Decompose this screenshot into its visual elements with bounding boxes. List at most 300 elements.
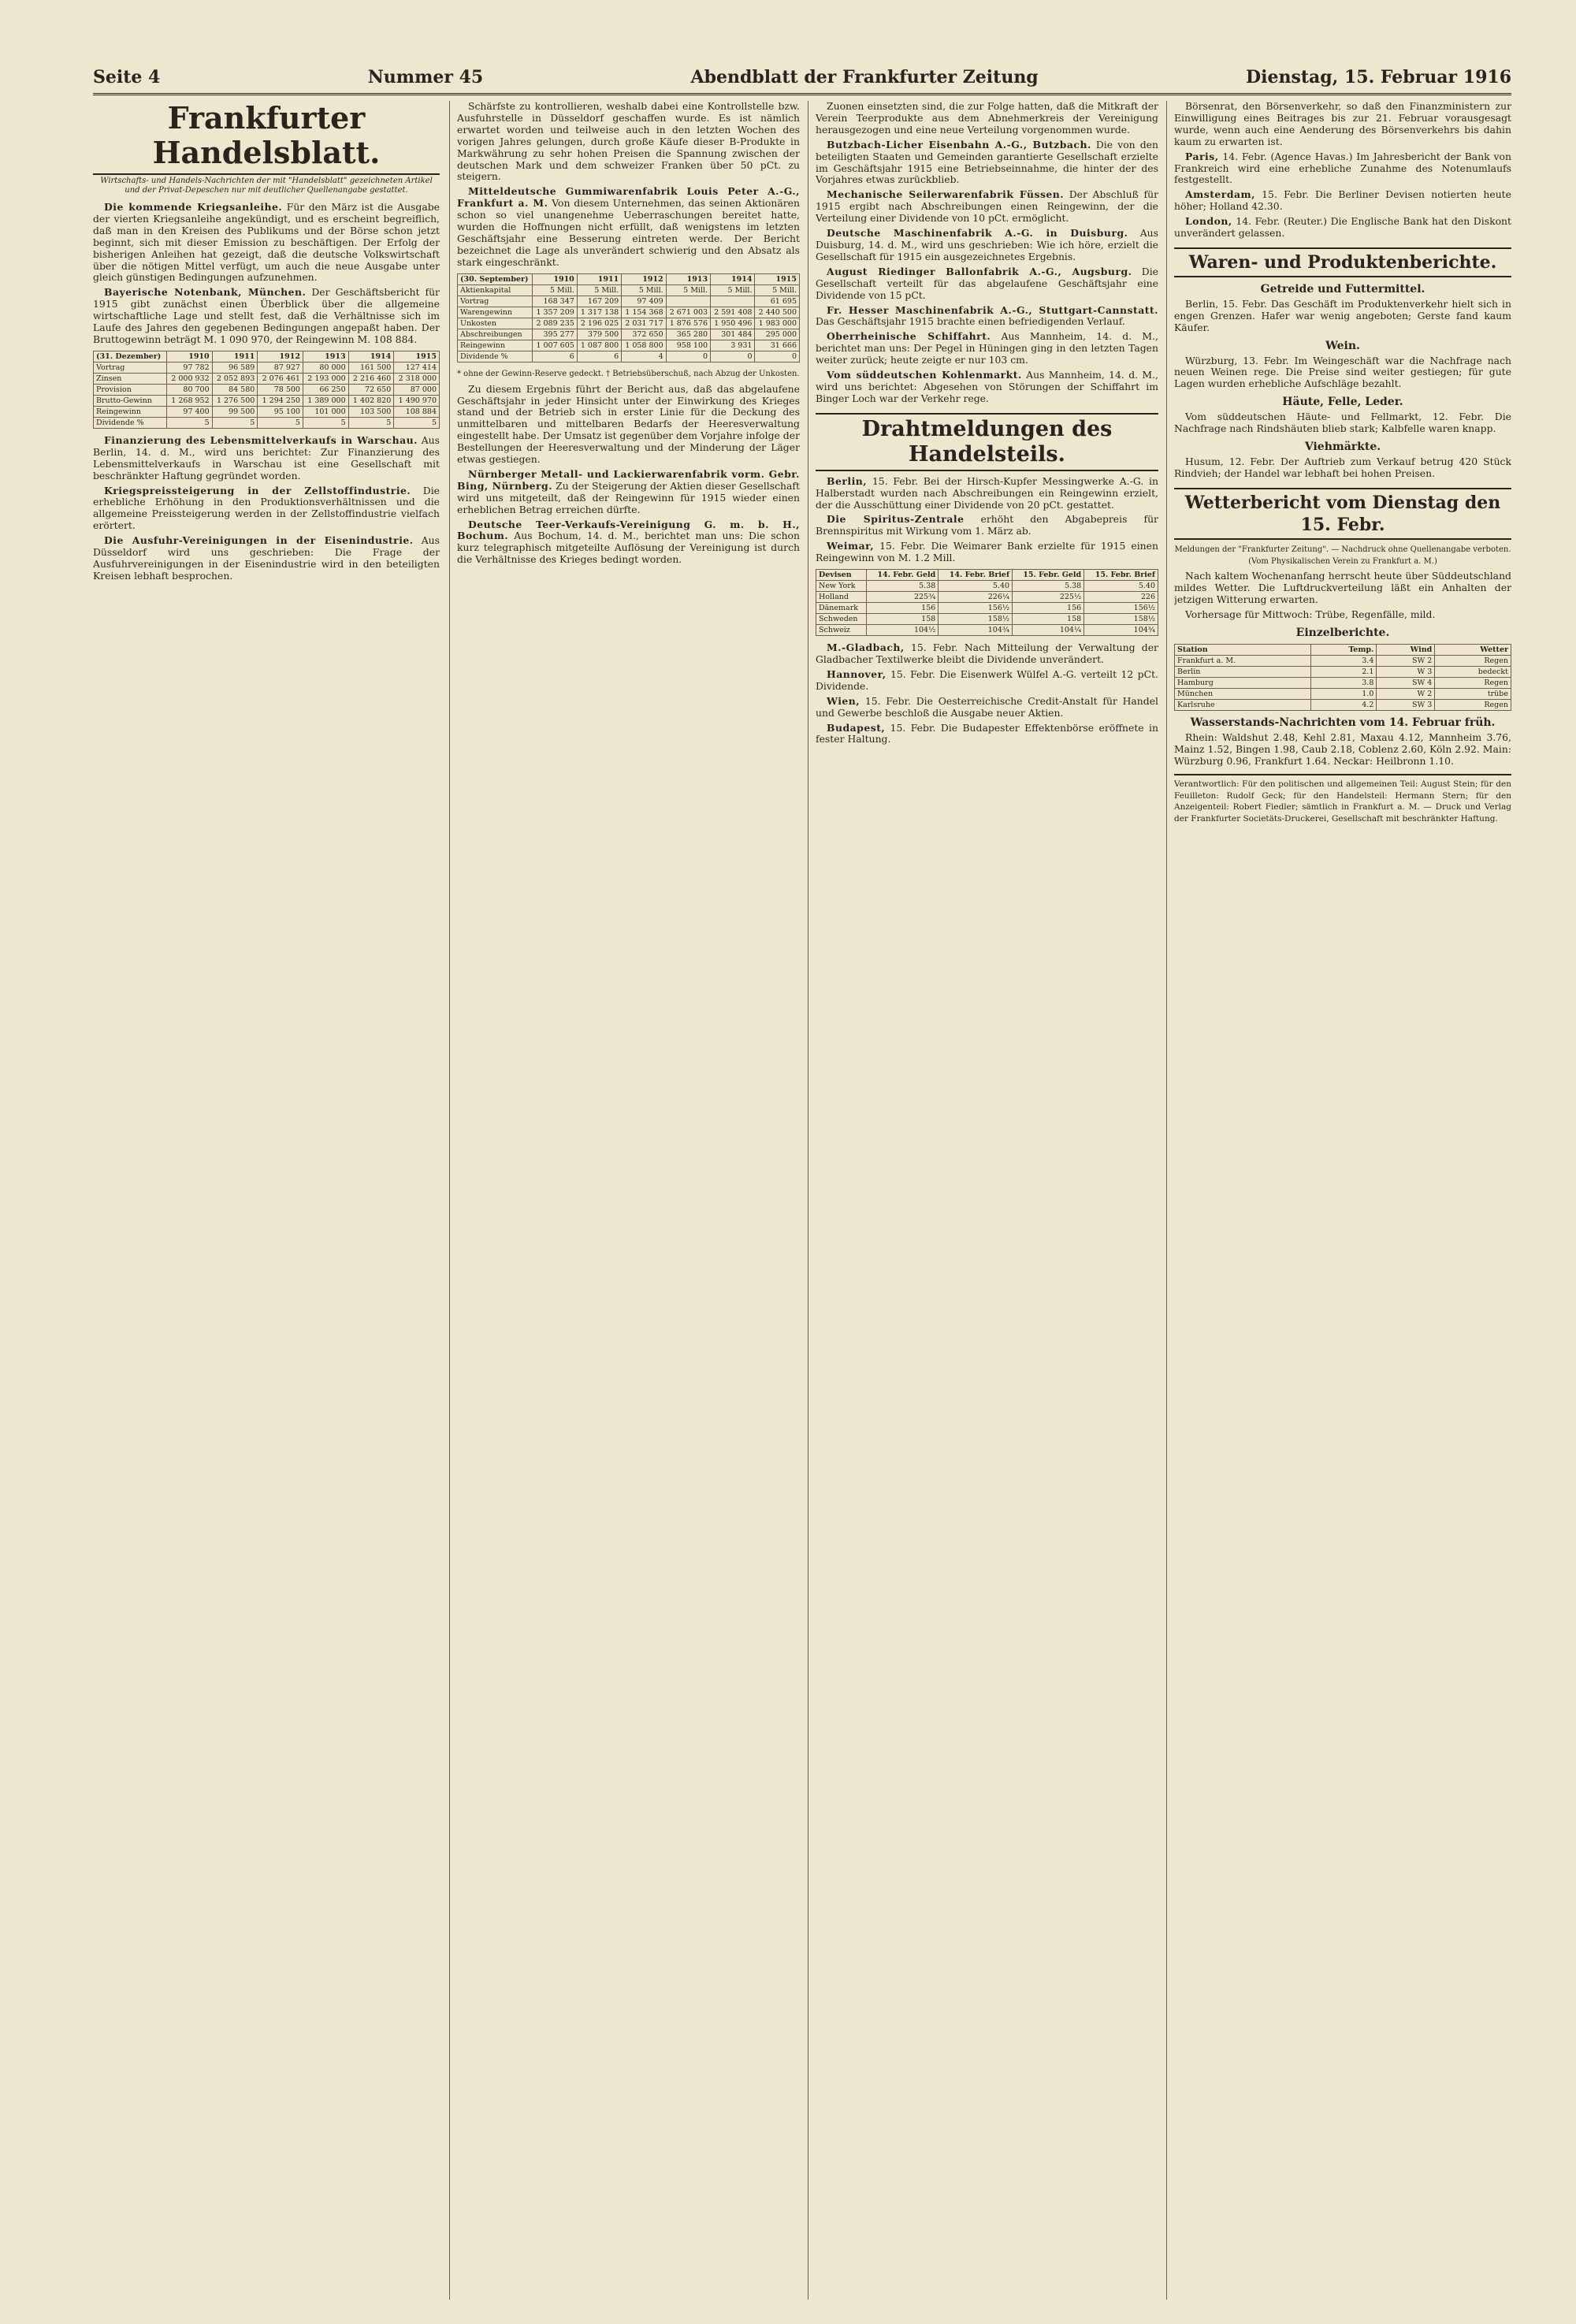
article — [816, 189, 1158, 225]
table-cell: 6 — [577, 351, 621, 362]
table-cell: 2 216 460 — [348, 373, 394, 384]
article-text: 14. Febr. (Agence Havas.) Im Jahresbericht der Bank von Frankreich wird eine erhebliche Zunahme des Notenumlaufs festgestellt. — [1174, 150, 1511, 186]
table-cell: 5.40 — [939, 581, 1013, 592]
table-row — [458, 318, 800, 329]
article-heading: Die Ausfuhr-Vereinigungen in der Eisenindustrie. — [104, 534, 414, 547]
article-heading: Deutsche Teer-Verkaufs-Vereinigung G. m. b. H., Bochum. — [457, 518, 800, 542]
table-cell: 1 276 500 — [212, 395, 258, 406]
table-cell: 1 950 496 — [711, 318, 755, 329]
section-masthead: Frankfurter Handelsblatt. — [93, 101, 440, 175]
table-cell: 2 591 408 — [711, 307, 755, 318]
table-cell: Warengewinn — [458, 307, 533, 318]
table-cell: 2 318 000 — [394, 373, 440, 384]
table-cell: 78 500 — [258, 384, 303, 395]
article-heading: Oberrheinische Schiffahrt. — [827, 330, 991, 343]
table-cell: 0 — [711, 351, 755, 362]
table-row — [458, 296, 800, 307]
telegram-text: 15. Febr. Die Eisenwerk Wülfel A.-G. verteilt 12 pCt. Dividende. — [816, 667, 1158, 692]
table-cell: Holland — [816, 592, 867, 603]
article-heading: Nürnberger Metall- und Lackierwarenfabrik vorm. Gebr. Bing, Nürnberg. — [457, 467, 800, 492]
table-row — [458, 329, 800, 340]
table-cell: Vortrag — [94, 362, 167, 373]
article — [457, 384, 800, 466]
table-row — [816, 625, 1158, 636]
table-cell: 95 100 — [258, 406, 303, 417]
table-cell: W 3 — [1377, 667, 1435, 678]
telegram-text: 15. Febr. Die Budapester Effektenbörse eröffnete in fester Haltung. — [816, 721, 1158, 746]
telegram-place: Berlin, — [827, 474, 868, 487]
article-text: Börsenrat, den Börsenverkehr, so daß den Finanzministern zur Einwilligung eines Beitrages bis zur 21. Februar vorausgesagt wurde, wenn auch eine Aenderung des Börsenverkehrs bis dahin kaum zu erwarten ist. — [1174, 101, 1511, 147]
table-cell: trübe — [1435, 689, 1511, 700]
table-cell: 3.4 — [1311, 656, 1377, 667]
table-cell: Frankfurt a. M. — [1175, 656, 1311, 667]
table-cell: Dividende % — [458, 351, 533, 362]
table-cell: 372 650 — [622, 329, 666, 340]
table-cell: 226 — [1084, 592, 1158, 603]
article-text: Zu der Steigerung der Aktien dieser Gesellschaft wird uns mitgeteilt, daß der Reingewinn für 1915 wieder einen erheblichen Betrag erreichen dürfte. — [457, 479, 800, 515]
article — [93, 287, 440, 346]
article-text: Von diesem Unternehmen, das seinen Aktionären schon so viel unangenehme Ueberraschungen bereitet hatte, wurden die Hoffnungen nicht erfüllt, daß wenigstens im letzten Geschäftsjahr eine Besserung eintreten werde. Der Bericht bezeichnet die Lage als unverändert schwierig und den Absatz als stark eingeschränkt. — [457, 197, 800, 268]
table-cell: 2 000 932 — [167, 373, 213, 384]
table-cell: 5 — [303, 417, 348, 428]
table-header: 15. Febr. Brief — [1084, 570, 1158, 581]
article — [816, 101, 1158, 136]
column-rule — [1166, 101, 1167, 2300]
article-text: Für den März ist die Ausgabe der vierten Kriegsanleihe angekündigt, und es erscheint begreiflich, daß man in den Kreisen des Publikums und der Börse schon jetzt beginnt, sich mit dieser Emission zu beschäftigen. Der Erfolg der bisherigen Anleihen hat gezeigt, daß die deutsche Volkswirtschaft über die nötigen Mittel verfügt, um auch die neue Ausgabe unter gleich günstigen Bedingungen aufzunehmen. — [93, 201, 440, 284]
table-cell: 1 058 800 — [622, 340, 666, 351]
table-cell: Hamburg — [1175, 678, 1311, 689]
table-cell: 31 666 — [755, 340, 800, 351]
article-heading: Mitteldeutsche Gummiwarenfabrik Louis Peter A.-G., Frankfurt a. M. — [457, 185, 800, 210]
table-cell: 104½ — [867, 625, 939, 636]
table-cell: Zinsen — [94, 373, 167, 384]
water-levels-text: Rhein: Waldshut 2.48, Kehl 2.81, Maxau 4.12, Mannheim 3.76, Mainz 1.52, Bingen 1.98, Caub 2.18, Coblenz 2.60, Köln 2.92. Main: Würzburg 0.96, Frankfurt 1.64. Neckar: Heilbronn 1.10. — [1174, 731, 1511, 767]
table-header: 1910 — [167, 351, 213, 362]
article-text: Zuonen einsetzten sind, die zur Folge hatten, daß die Mitkraft der Verein Teerprodukte aus dem Abnehmerkreis der Vereinigung herausgezogen und eine neue Verteilung vorgenommen wurde. — [816, 101, 1158, 136]
table-row — [94, 406, 440, 417]
table-cell: 80 000 — [303, 362, 348, 373]
table-row — [458, 307, 800, 318]
table-cell: Berlin — [1175, 667, 1311, 678]
telegram-place: Weimar, — [827, 540, 875, 552]
table-cell: 3.8 — [1311, 678, 1377, 689]
article-text: Die von den beteiligten Staaten und Gemeinden garantierte Gesellschaft erzielte im Geschäftsjahr 1915 eine Betriebseinnahme, die hinter der des Vorjahres etwas zurückblieb. — [816, 138, 1158, 186]
table-header: 1911 — [577, 273, 621, 284]
table-cell: 5 Mill. — [622, 284, 666, 296]
article-text: Schärfste zu kontrollieren, weshalb dabei eine Kontrollstelle bzw. Ausfuhrstelle in Düsseldorf geschaffen wurde. Es ist nämlich erwartet worden und teilweise auch in den letzten Wochen des vorigen Jahres gelungen, durch große Käufe dieser B-Produkte in Markwährung zu sehr hohen Preisen die Spannung zwischen der deutschen Mark und dem schweizer Franken über 50 pCt. zu steigern. — [457, 101, 800, 183]
article-heading: Vom süddeutschen Kohlenmarkt. — [827, 369, 1022, 381]
table-header-row — [458, 273, 800, 284]
table-cell: 87 927 — [258, 362, 303, 373]
table-cell: 2 052 893 — [212, 373, 258, 384]
article — [1174, 151, 1511, 187]
issue-date: Dienstag, 15. Februar 1916 — [1246, 67, 1511, 87]
table-cell: 1 490 970 — [394, 395, 440, 406]
table-cell: 1 983 000 — [755, 318, 800, 329]
table-cell: 5 Mill. — [711, 284, 755, 296]
table-cell — [666, 296, 710, 307]
article-heading: Butzbach-Licher Eisenbahn A.-G., Butzbach. — [827, 138, 1091, 151]
table-cell: Reingewinn — [94, 406, 167, 417]
table-cell: 5 — [167, 417, 213, 428]
table-header: 1914 — [711, 273, 755, 284]
article — [457, 469, 800, 516]
edition-title: Abendblatt der Frankfurter Zeitung — [690, 67, 1039, 87]
table-cell: 5.40 — [1084, 581, 1158, 592]
table-cell: Schweiz — [816, 625, 867, 636]
article-text: Aus Berlin, 14. d. M., wird uns berichtet: Zur Finanzierung des Lebensmittelverkaufs in Warschau ist eine Gesellschaft mit beschränkter Haftung gegründet worden. — [93, 433, 440, 482]
table-row — [1175, 656, 1511, 667]
table-cell: München — [1175, 689, 1311, 700]
table-cell: Abschreibungen — [458, 329, 533, 340]
article — [816, 266, 1158, 302]
table-header: Temp. — [1311, 645, 1377, 656]
article — [93, 485, 440, 533]
telegram — [816, 642, 1158, 666]
table-cell: Provision — [94, 384, 167, 395]
telegram-place: Budapest, — [827, 721, 886, 734]
table-cell: 295 000 — [755, 329, 800, 340]
balance-table — [93, 351, 440, 429]
table-header: 1912 — [622, 273, 666, 284]
weather-report: Nach kaltem Wochenanfang herrscht heute über Süddeutschland mildes Wetter. Die Luftdruckverteilung läßt ein Anhalten der jetzigen Witterung erwarten. — [1174, 570, 1511, 606]
table-header-row — [94, 351, 440, 362]
weather-forecast: Vorhersage für Mittwoch: Trübe, Regenfälle, mild. — [1185, 608, 1436, 621]
table-header: Wetter — [1435, 645, 1511, 656]
table-cell: Aktienkapital — [458, 284, 533, 296]
telegram-place: Wien, — [827, 694, 860, 707]
article — [457, 101, 800, 183]
table-header: 14. Febr. Brief — [939, 570, 1013, 581]
table-row — [94, 362, 440, 373]
markets-subheading: Häute, Felle, Leder. — [1282, 396, 1403, 409]
table-cell: SW 3 — [1377, 700, 1435, 711]
table-header: Station — [1175, 645, 1311, 656]
table-row — [458, 351, 800, 362]
telegram-text: erhöht den Abgabepreis für Brennspiritus mit Wirkung vom 1. März ab. — [816, 513, 1158, 537]
telegram — [816, 541, 1158, 564]
table-cell: SW 2 — [1377, 656, 1435, 667]
markets-heading: Waren- und Produktenberichte. — [1174, 247, 1511, 277]
table-cell — [711, 296, 755, 307]
table-cell: 1 294 250 — [258, 395, 303, 406]
article-text: Aus Mannheim, 14. d. M., wird uns berichtet: Abgesehen von Störungen der Schiffahrt im Binger Loch war der Verkehr rege. — [816, 369, 1158, 404]
article — [457, 186, 800, 268]
table-header: 1914 — [348, 351, 394, 362]
table-cell: 1 402 820 — [348, 395, 394, 406]
telegrams-heading: Drahtmeldungen des Handelsteils. — [816, 413, 1158, 471]
table-cell: 97 782 — [167, 362, 213, 373]
table-cell: 66 250 — [303, 384, 348, 395]
table-cell: 1 087 800 — [577, 340, 621, 351]
table-cell: 1 007 605 — [533, 340, 577, 351]
table-cell: New York — [816, 581, 867, 592]
table-row — [458, 340, 800, 351]
table-cell: 156 — [867, 603, 939, 614]
article-text: Aus Duisburg, 14. d. M., wird uns geschrieben: Wie ich höre, erzielt die Gesellschaft für 1915 ein ausgezeichnetes Ergebnis. — [816, 227, 1158, 262]
telegram — [816, 669, 1158, 693]
table-cell: 103 500 — [348, 406, 394, 417]
table-cell: 2 671 003 — [666, 307, 710, 318]
table-cell: 61 695 — [755, 296, 800, 307]
article-text: 14. Febr. (Reuter.) Die Englische Bank hat den Diskont unverändert gelassen. — [1174, 215, 1511, 240]
table-cell: Vortrag — [458, 296, 533, 307]
table-row — [816, 581, 1158, 592]
table-cell: Dividende % — [94, 417, 167, 428]
article — [457, 519, 800, 567]
article-text: Aus Mannheim, 14. d. M., berichtet man uns: Der Pegel in Hüningen ging in den letzten Tagen weiter zurück; heute zeigte er nur 103 cm. — [816, 330, 1158, 366]
table-cell: 156½ — [1084, 603, 1158, 614]
table-row — [1175, 667, 1511, 678]
article — [93, 535, 440, 582]
column-rule — [449, 101, 450, 2300]
table-cell: 5 Mill. — [666, 284, 710, 296]
table-cell: 958 100 — [666, 340, 710, 351]
markets-subheading: Viehmärkte. — [1304, 440, 1381, 453]
table-cell: Regen — [1435, 678, 1511, 689]
column-2 — [457, 101, 800, 2300]
table-cell: 99 500 — [212, 406, 258, 417]
article-text: Die Gesellschaft verteilt für das abgelaufene Geschäftsjahr eine Dividende von 15 pCt. — [816, 265, 1158, 301]
table-cell: bedeckt — [1435, 667, 1511, 678]
column-3 — [816, 101, 1158, 2300]
table-cell: 97 400 — [167, 406, 213, 417]
table-cell: Schweden — [816, 614, 867, 625]
table-header: 1912 — [258, 351, 303, 362]
table-cell: 96 589 — [212, 362, 258, 373]
article-text: Das Geschäftsjahr 1915 brachte einen befriedigenden Verlauf. — [816, 315, 1125, 328]
table-cell: 104¾ — [1084, 625, 1158, 636]
table-cell: 158½ — [1084, 614, 1158, 625]
markets-subheading: Getreide und Futtermittel. — [1260, 282, 1425, 296]
article-heading: Finanzierung des Lebensmittelverkaufs in Warschau. — [104, 433, 418, 446]
article — [816, 305, 1158, 329]
telegram — [816, 723, 1158, 746]
section-subtitle: Wirtschafts- und Handels-Nachrichten der mit "Handelsblatt" gezeichneten Artikel und der Privat-Depeschen nur mit deutlicher Quellenangabe gestattet. — [100, 177, 433, 195]
table-cell: 84 580 — [212, 384, 258, 395]
table-cell: 5 — [394, 417, 440, 428]
table-cell: 5 — [348, 417, 394, 428]
table-cell: 1.0 — [1311, 689, 1377, 700]
table-header: Devisen — [816, 570, 867, 581]
table-header: 1915 — [755, 273, 800, 284]
table-cell: 104¼ — [1013, 625, 1084, 636]
article-text: Aus Bochum, 14. d. M., berichtet man uns: Die schon kurz telegraphisch mitgeteilte Auflösung der Vereinigung ist durch die Verhältnisse des Krieges bedingt worden. — [457, 530, 800, 566]
article-heading: Bayerische Notenbank, München. — [104, 286, 307, 299]
table-row — [94, 417, 440, 428]
table-cell: 379 500 — [577, 329, 621, 340]
article — [93, 202, 440, 284]
table-cell: 2 196 025 — [577, 318, 621, 329]
table-cell: Regen — [1435, 656, 1511, 667]
table-cell: 4 — [622, 351, 666, 362]
table-cell: 301 484 — [711, 329, 755, 340]
table-cell: 127 414 — [394, 362, 440, 373]
table-header-row — [816, 570, 1158, 581]
table-header: Wind — [1377, 645, 1435, 656]
table-header: (30. September) — [458, 273, 533, 284]
market-report: Berlin, 15. Febr. Das Geschäft im Produktenverkehr hielt sich in engen Grenzen. Hafer war wenig angeboten; Gerste fand kaum Käufer. — [1174, 297, 1511, 333]
table-cell: 158½ — [939, 614, 1013, 625]
article-text: Aus Düsseldorf wird uns geschrieben: Die Frage der Ausfuhrvereinigungen in der Eisenindustrie wird in den beteiligten Kreisen lebhaft besprochen. — [93, 534, 440, 582]
markets-subheading: Wein. — [1325, 339, 1360, 352]
weather-subheading: Meldungen der "Frankfurter Zeitung". — Nachdruck ohne Quellenangabe verboten. (Vom Physikalischen Verein zu Frankfurt a. M.) — [1174, 545, 1511, 566]
table-cell: 5 — [212, 417, 258, 428]
article — [816, 370, 1158, 405]
article-text: Zu diesem Ergebnis führt der Bericht aus, daß das abgelaufene Geschäftsjahr in jeder Hinsicht unter der Einwirkung des Krieges stand und der Betrieb sich in erster Linie für die Deckung des unmittelbaren und mittelbaren Bedarfs der Heeresverwaltung eingestellt habe. Der Umsatz ist gegenüber dem Vorjahre infolge der Bestellungen der Heeresverwaltung und der Minderung der Läger etwas gestiegen. — [457, 382, 800, 466]
article-text: Der Abschluß für 1915 ergibt nach Abschreibungen einen Reingewinn, der die Verteilung einer Dividende von 10 pCt. ermöglicht. — [816, 188, 1158, 225]
table-cell: 226¼ — [939, 592, 1013, 603]
table-cell: 5 — [258, 417, 303, 428]
telegram — [816, 514, 1158, 537]
article-text: 15. Febr. Die Berliner Devisen notierten heute höher; Holland 42.30. — [1174, 188, 1511, 213]
masthead — [93, 61, 1511, 95]
table-cell: Karlsruhe — [1175, 700, 1311, 711]
table-cell: 5.38 — [867, 581, 939, 592]
table-header: (31. Dezember) — [94, 351, 167, 362]
table-header: 1913 — [303, 351, 348, 362]
table-cell: 2 031 717 — [622, 318, 666, 329]
table-cell: Reingewinn — [458, 340, 533, 351]
article-heading: Fr. Hesser Maschinenfabrik A.-G., Stuttgart-Cannstatt. — [827, 303, 1158, 316]
column-4 — [1174, 101, 1511, 2300]
table-header: 1911 — [212, 351, 258, 362]
table-cell: 158 — [867, 614, 939, 625]
article-heading: London, — [1185, 215, 1232, 228]
table-header: 1910 — [533, 273, 577, 284]
balance-table — [457, 273, 800, 363]
weather-table — [1174, 644, 1511, 711]
telegram-text: 15. Febr. Die Oesterreichische Credit-Anstalt für Handel und Gewerbe beschloß die Ausgabe neuer Aktien. — [816, 694, 1158, 719]
table-cell: 158 — [1013, 614, 1084, 625]
table-cell: 5.38 — [1013, 581, 1084, 592]
table-row — [94, 384, 440, 395]
telegram-place: Hannover, — [827, 667, 886, 680]
weather-single-heading: Einzelberichte. — [1295, 627, 1390, 640]
table-cell: 97 409 — [622, 296, 666, 307]
telegram-text: 15. Febr. Die Weimarer Bank erzielte für 1915 einen Reingewinn von M. 1.2 Mill. — [816, 540, 1158, 564]
telegram — [816, 696, 1158, 720]
article-heading: Kriegspreissteigerung in der Zellstoffindustrie. — [104, 484, 411, 496]
telegram-text: 15. Febr. Bei der Hirsch-Kupfer Messingwerke A.-G. in Halberstadt wurden nach Abschreibungen ein Reingewinn erzielt, der die Ausschüttung einer Dividende von 20 pCt. gestattet. — [816, 474, 1158, 511]
market-report: Husum, 12. Febr. Der Auftrieb zum Verkauf betrug 420 Stück Rindvieh; der Handel war lebhaft bei hohen Preisen. — [1174, 455, 1511, 479]
table-cell: 0 — [755, 351, 800, 362]
page-number: Seite 4 — [93, 67, 161, 87]
table-cell: SW 4 — [1377, 678, 1435, 689]
article — [93, 435, 440, 482]
table-cell: 2 440 500 — [755, 307, 800, 318]
water-levels-heading: Wasserstands-Nachrichten vom 14. Februar früh. — [1190, 716, 1496, 729]
table-header: 1915 — [394, 351, 440, 362]
article — [816, 228, 1158, 263]
article — [1174, 101, 1511, 148]
table-header: 15. Febr. Geld — [1013, 570, 1084, 581]
table-cell: 101 000 — [303, 406, 348, 417]
table-row — [816, 592, 1158, 603]
table-cell: 87 000 — [394, 384, 440, 395]
telegram-place: M.-Gladbach, — [827, 641, 905, 654]
table-cell: Regen — [1435, 700, 1511, 711]
table-row — [458, 284, 800, 296]
table-cell: 156½ — [939, 603, 1013, 614]
table-cell: 5 Mill. — [533, 284, 577, 296]
table-cell: 1 389 000 — [303, 395, 348, 406]
table-cell: 108 884 — [394, 406, 440, 417]
market-report: Würzburg, 13. Febr. Im Weingeschäft war die Nachfrage nach neuen Weinen rege. Die Preise sind weiter gestiegen; für gute Lagen wurden erhebliche Aufschläge bezahlt. — [1174, 354, 1511, 390]
column-1 — [93, 101, 440, 2300]
table-cell: 1 154 368 — [622, 307, 666, 318]
table-cell: 1 357 209 — [533, 307, 577, 318]
table-cell: 72 650 — [348, 384, 394, 395]
table-cell: 0 — [666, 351, 710, 362]
table-cell: 4.2 — [1311, 700, 1377, 711]
table-footnote: * ohne der Gewinn-Reserve gedeckt. † Betriebsüberschuß, nach Abzug der Unkosten. — [457, 369, 800, 378]
table-cell: 161 500 — [348, 362, 394, 373]
table-row — [94, 395, 440, 406]
article-heading: Amsterdam, — [1185, 188, 1255, 201]
telegram-text: 15. Febr. Nach Mitteilung der Verwaltung der Gladbacher Textilwerke bleibt die Dividende unverändert. — [816, 641, 1158, 665]
table-cell: 225½ — [1013, 592, 1084, 603]
article — [1174, 189, 1511, 213]
table-row — [1175, 689, 1511, 700]
table-cell: W 2 — [1377, 689, 1435, 700]
imprint: Verantwortlich: Für den politischen und allgemeinen Teil: August Stein; für den Feuilleton: Rudolf Geck; für den Handelsteil: Hermann Stern; für den Anzeigenteil: Robert Fiedler; sämtlich in Frankfurt a. M. — Druck und Verlag der Frankfurter Societäts-Druckerei, Gesellschaft mit beschränkter Haftung. — [1174, 774, 1511, 826]
table-cell: 5 Mill. — [577, 284, 621, 296]
table-cell: Dänemark — [816, 603, 867, 614]
article-text: Die erhebliche Erhöhung in den Produktionsverhältnissen und die allgemeine Preissteigerung werden in der Zellstoffindustrie vielfach erörtert. — [93, 484, 440, 532]
table-cell: 5 Mill. — [755, 284, 800, 296]
table-header: 1913 — [666, 273, 710, 284]
table-cell: 2.1 — [1311, 667, 1377, 678]
table-cell: 168 347 — [533, 296, 577, 307]
table-cell: 3 931 — [711, 340, 755, 351]
telegram-place: Die Spiritus-Zentrale — [827, 513, 965, 526]
article — [816, 139, 1158, 187]
weather-heading: Wetterbericht vom Dienstag den 15. Febr. — [1174, 488, 1511, 540]
table-header: 14. Febr. Geld — [867, 570, 939, 581]
table-row — [816, 603, 1158, 614]
table-cell: 2 076 461 — [258, 373, 303, 384]
article-heading: Paris, — [1185, 150, 1219, 162]
devisen-table — [816, 569, 1158, 636]
table-cell: 225¾ — [867, 592, 939, 603]
article — [816, 331, 1158, 366]
table-cell: 2 193 000 — [303, 373, 348, 384]
table-row — [94, 373, 440, 384]
article-heading: August Riedinger Ballonfabrik A.-G., Augsburg. — [827, 265, 1132, 277]
table-cell: 104¾ — [939, 625, 1013, 636]
article — [1174, 216, 1511, 240]
table-cell: 80 700 — [167, 384, 213, 395]
table-row — [1175, 700, 1511, 711]
market-report: Vom süddeutschen Häute- und Fellmarkt, 12. Febr. Die Nachfrage nach Rindshäuten blieb stark; Kalbfelle waren knapp. — [1174, 411, 1511, 435]
article-heading: Die kommende Kriegsanleihe. — [104, 201, 283, 213]
table-cell: 365 280 — [666, 329, 710, 340]
table-cell: 6 — [533, 351, 577, 362]
table-cell: 167 209 — [577, 296, 621, 307]
telegram — [816, 476, 1158, 511]
article-text: Der Geschäftsbericht für 1915 gibt zunächst einen Überblick über die allgemeine wirtschaftliche Lage und stellt fest, daß die Verhältnisse sich im Laufe des Jahres den gegebenen Bedingungen angepaßt haben. Der Bruttogewinn beträgt M. 1 090 970, der Reingewinn M. 108 884. — [93, 286, 440, 345]
table-header-row — [1175, 645, 1511, 656]
issue-number: Nummer 45 — [367, 67, 484, 87]
table-cell: 1 317 138 — [577, 307, 621, 318]
table-cell: 1 268 952 — [167, 395, 213, 406]
table-cell: 395 277 — [533, 329, 577, 340]
table-cell: 1 876 576 — [666, 318, 710, 329]
article-heading: Deutsche Maschinenfabrik A.-G. in Duisburg. — [827, 227, 1128, 240]
table-row — [816, 614, 1158, 625]
table-cell: Unkosten — [458, 318, 533, 329]
